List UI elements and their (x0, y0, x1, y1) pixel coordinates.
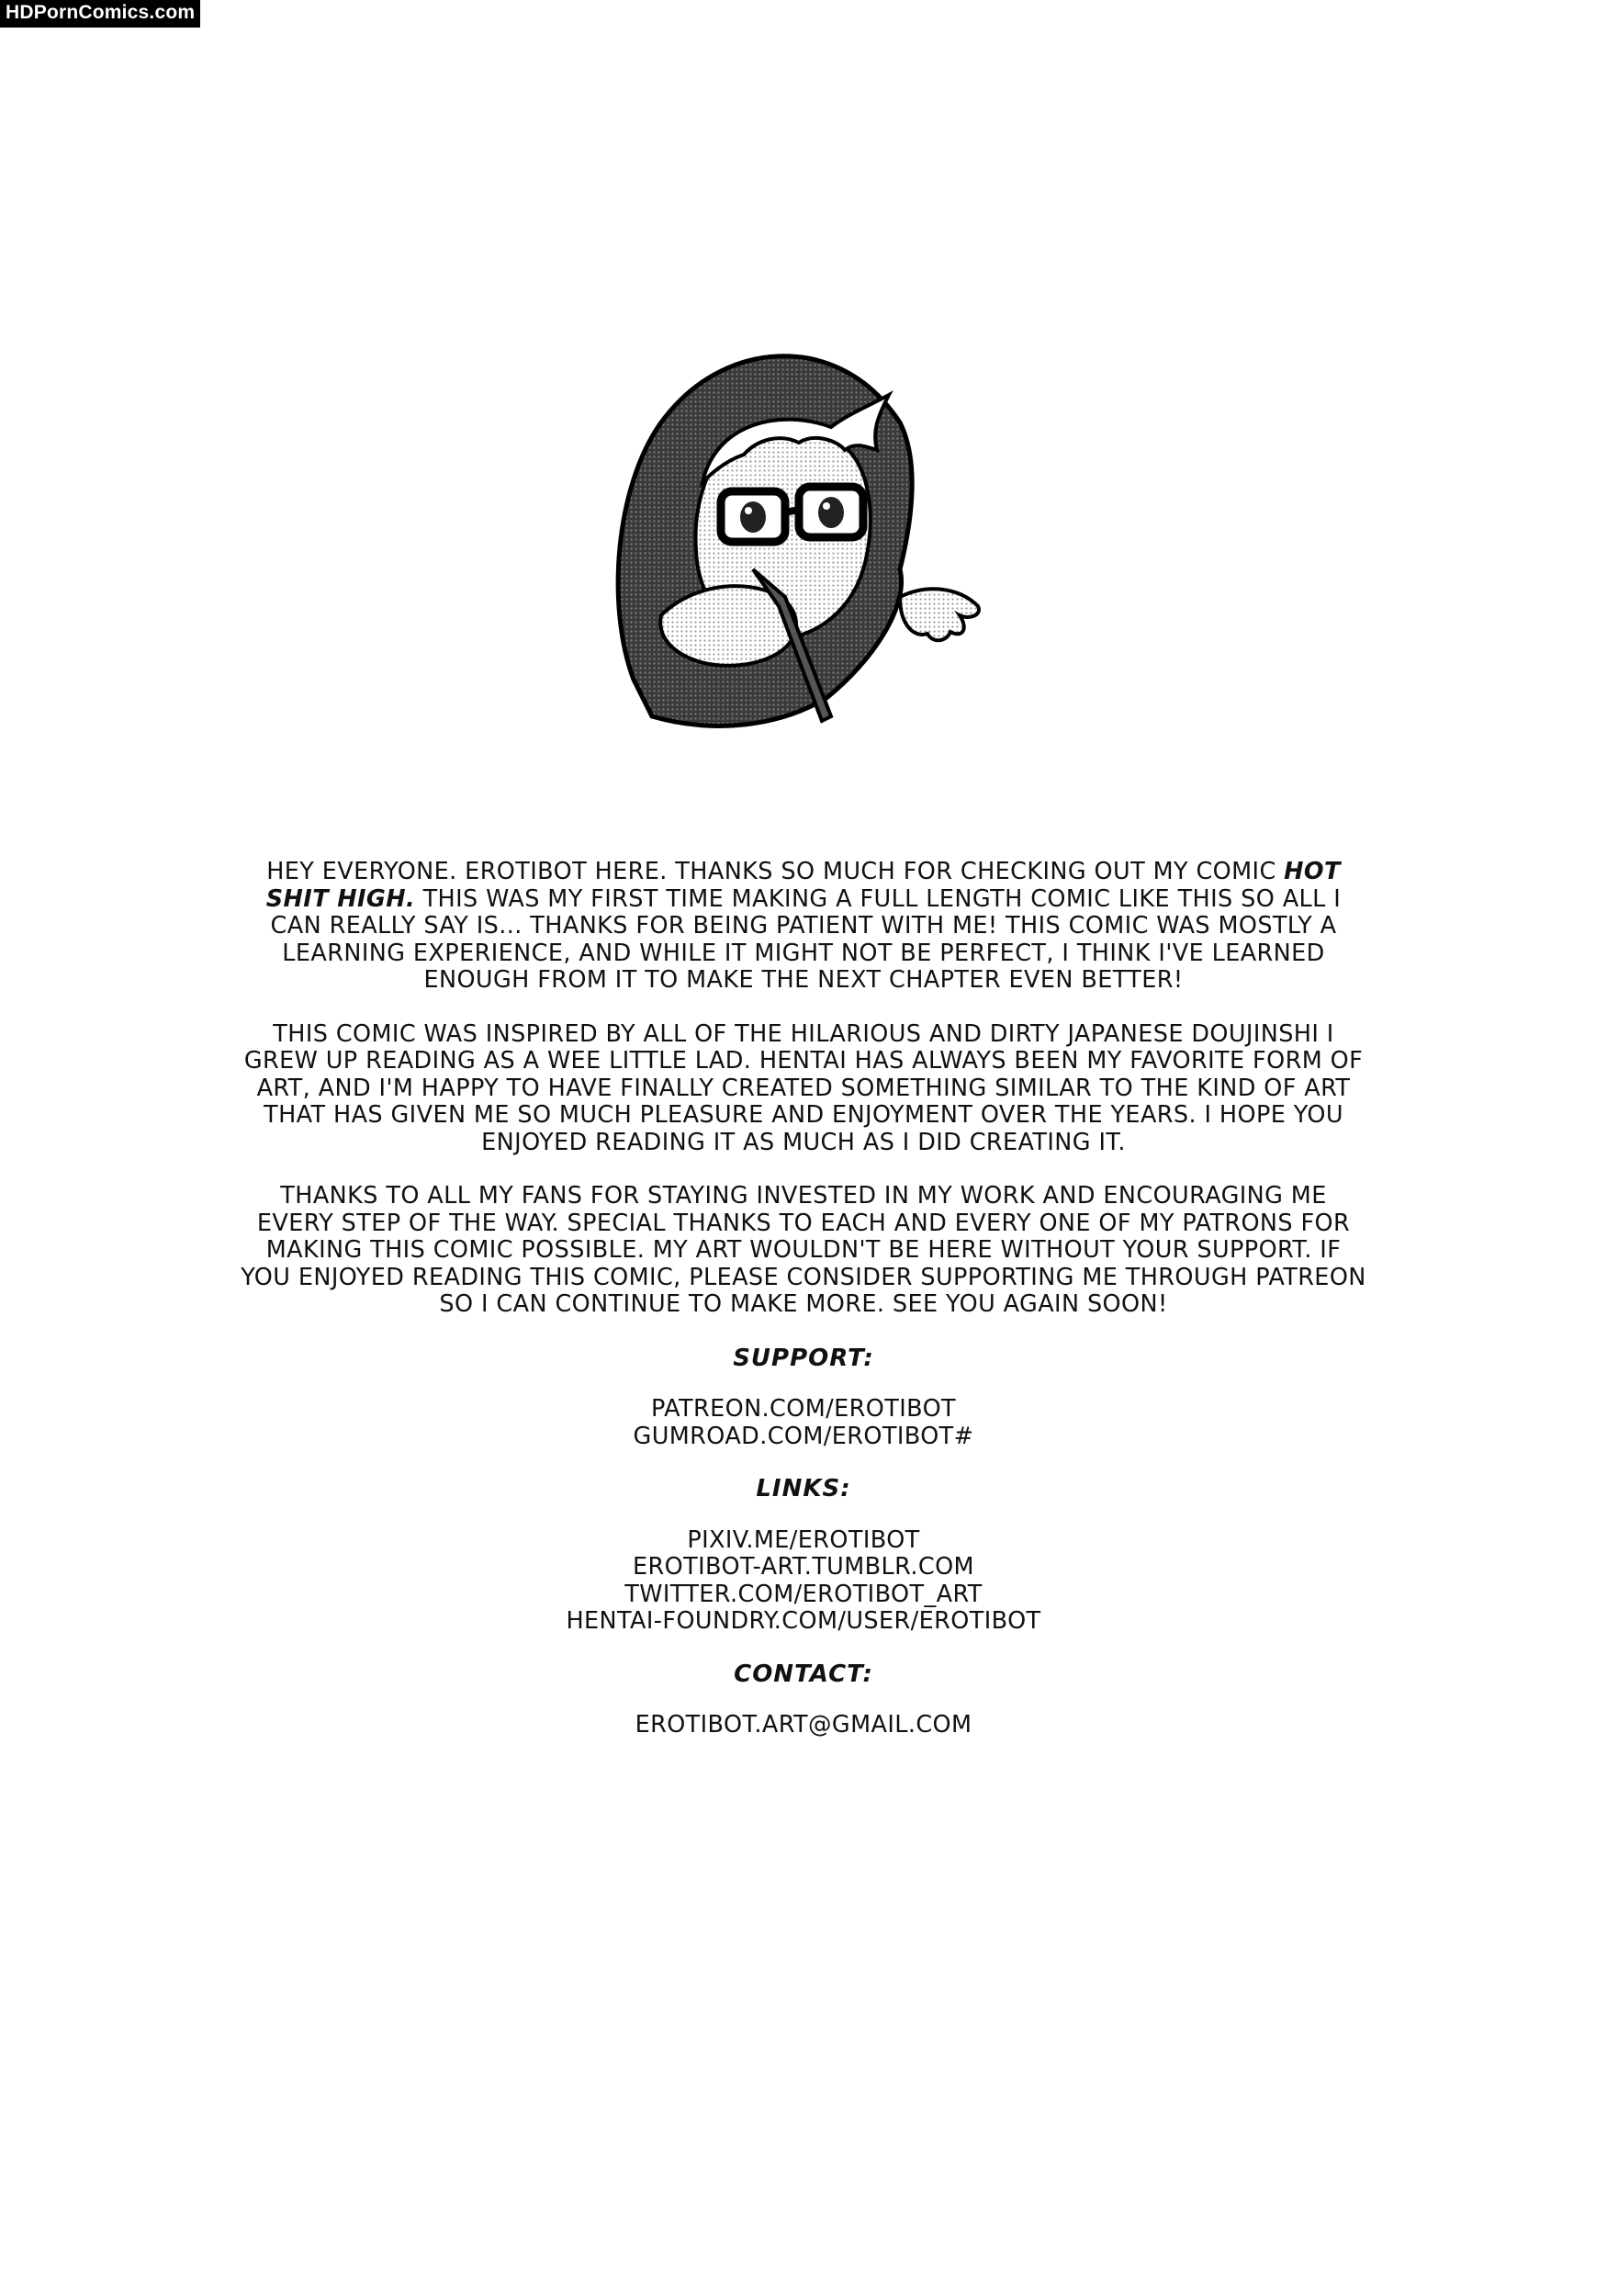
notes-paragraph-1-intro: HEY EVERYONE. EROTIBOT HERE. THANKS SO MUCH FOR CHECKING OUT MY COMIC (266, 858, 1285, 885)
notes-paragraph-3: THANKS TO ALL MY FANS FOR STAYING INVESTED IN MY WORK AND ENCOURAGING ME EVERY STEP OF THE WAY. SPECIAL THANKS TO EACH AND EVERY ONE OF MY PATRONS FOR MAKING THIS COMIC POSSIBLE. MY ART WOULDN'T BE HERE WITHOUT YOUR SUPPORT. IF YOU ENJOYED READING THIS COMIC, PLEASE CONSIDER SUPPORTING ME THROUGH PATREON SO I CAN CONTINUE TO MAKE MORE. SEE YOU AGAIN SOON! (241, 1182, 1366, 1318)
link-tumblr[interactable]: EROTIBOT-ART.TUMBLR.COM (633, 1553, 974, 1581)
link-twitter[interactable]: TWITTER.COM/EROTIBOT_ART (624, 1580, 983, 1608)
author-avatar-illustration (597, 331, 1001, 753)
link-hentai-foundry[interactable]: HENTAI-FOUNDRY.COM/USER/EROTIBOT (566, 1607, 1041, 1635)
hooded-artist-with-glasses-icon (597, 331, 1001, 753)
contact-list (239, 1712, 1368, 1739)
support-list (239, 1396, 1368, 1450)
notes-paragraph-1 (239, 859, 1368, 995)
notes-paragraph-1-rest: THIS WAS MY FIRST TIME MAKING A FULL LENGTH COMIC LIKE THIS SO ALL I CAN REALLY SAY IS... THANKS FOR BEING PATIENT WITH ME! THIS COMIC WAS MOSTLY A LEARNING EXPERIENCE, AND WHILE IT MIGHT NOT BE PERFECT, I THINK I'VE LEARNED ENOUGH FROM IT TO MAKE THE NEXT CHAPTER EVEN BETTER! (270, 884, 1342, 994)
support-heading: SUPPORT: (733, 1344, 874, 1372)
support-link-gumroad[interactable]: GUMROAD.COM/EROTIBOT# (633, 1422, 974, 1450)
contact-heading: CONTACT: (734, 1660, 873, 1688)
site-watermark: HDPornComics.com (0, 0, 200, 28)
link-pixiv[interactable]: PIXIV.ME/EROTIBOT (687, 1525, 920, 1554)
contact-email[interactable]: EROTIBOT.ART@GMAIL.COM (635, 1711, 972, 1739)
notes-paragraph-2: THIS COMIC WAS INSPIRED BY ALL OF THE HILARIOUS AND DIRTY JAPANESE DOUJINSHI I GREW UP READING AS A WEE LITTLE LAD. HENTAI HAS ALWAYS BEEN MY FAVORITE FORM OF ART, AND I'M HAPPY TO HAVE FINALLY CREATED SOMETHING SIMILAR TO THE KIND OF ART THAT HAS GIVEN ME SO MUCH PLEASURE AND ENJOYMENT OVER THE YEARS. I HOPE YOU ENJOYED READING IT AS MUCH AS I DID CREATING IT. (243, 1019, 1364, 1156)
links-list (239, 1527, 1368, 1636)
comic-title: HOT SHIT HIGH. (265, 858, 1341, 913)
links-heading: LINKS: (756, 1475, 851, 1503)
support-link-patreon[interactable]: PATREON.COM/EROTIBOT (650, 1395, 957, 1423)
author-notes (239, 859, 1368, 1739)
